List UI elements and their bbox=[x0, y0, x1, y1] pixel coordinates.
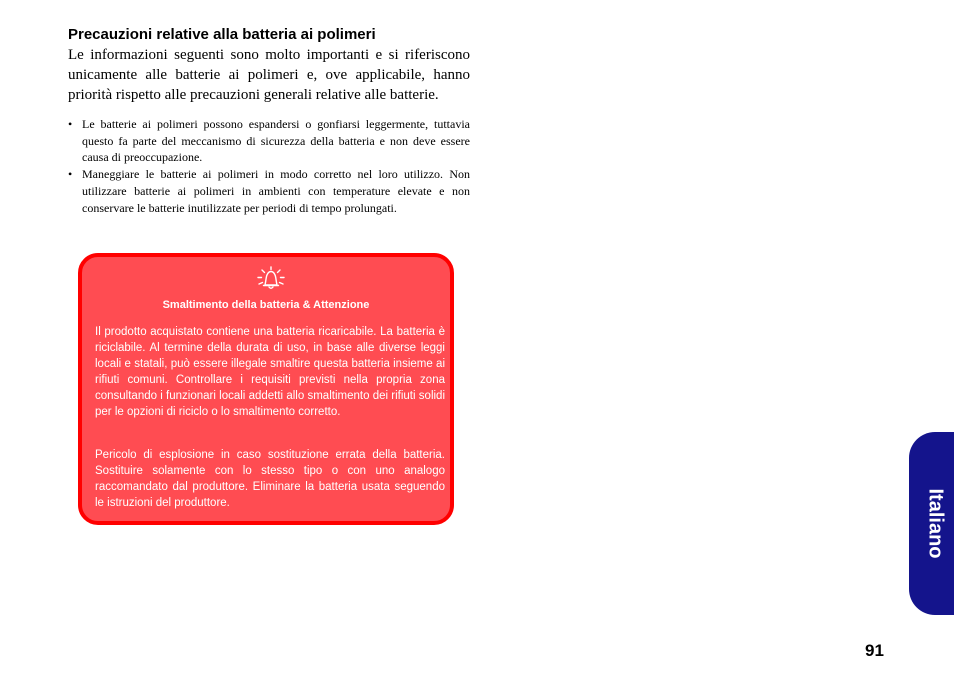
page-number: 91 bbox=[865, 641, 884, 660]
section-title: Precauzioni relative alla batteria ai polimeri bbox=[68, 26, 376, 43]
bullet-text: Le batterie ai polimeri possono espandersi o gonfiarsi leggermente, tuttavia questo fa parte del meccanismo di sicurezza della batteria e non deve essere causa di preoccupazione. bbox=[82, 117, 470, 165]
alarm-bell-icon bbox=[255, 265, 287, 291]
language-label: Italiano bbox=[924, 488, 947, 559]
bullet-marker: • bbox=[68, 117, 73, 131]
warning-title: Smaltimento della batteria & Attenzione bbox=[162, 299, 370, 311]
warning-paragraph: Il prodotto acquistato contiene una batteria ricaricabile. La batteria è riciclabile. Al termine della durata di uso, in base alle diverse leggi locali e statali, può essere illegale smaltire questa batteria insieme ai rifiuti comuni. Controllare i requisiti previsti nella propria zona consultando i funzionari locali addetti allo smaltimento dei rifiuti solidi per le opzioni di riciclo o lo smaltimento corretto. bbox=[95, 326, 445, 418]
bullet-text: Maneggiare le batterie ai polimeri in modo corretto nel loro utilizzo. Non utilizzare batterie ai polimeri in ambienti con temperature elevate e non conservare le batterie inutilizzate per periodi di tempo prolungati. bbox=[82, 167, 470, 215]
list-item bbox=[68, 116, 470, 166]
language-tab bbox=[909, 432, 954, 615]
bullet-marker: • bbox=[68, 167, 73, 182]
warning-paragraph: Pericolo di esplosione in caso sostituzione errata della batteria. Sostituire solamente con lo stesso tipo o con uno analogo raccomandato dal produttore. Eliminare la batteria usata seguendo le istruzioni del produttore. bbox=[95, 449, 445, 509]
warning-box bbox=[78, 253, 454, 525]
list-item bbox=[68, 166, 470, 216]
intro-paragraph: Le informazioni seguenti sono molto importanti e si riferiscono unicamente alle batterie ai polimeri e, ove applicabile, hanno priorità rispetto alle precauzioni generali relative alle batterie. bbox=[68, 47, 470, 103]
bullet-list bbox=[68, 116, 470, 216]
